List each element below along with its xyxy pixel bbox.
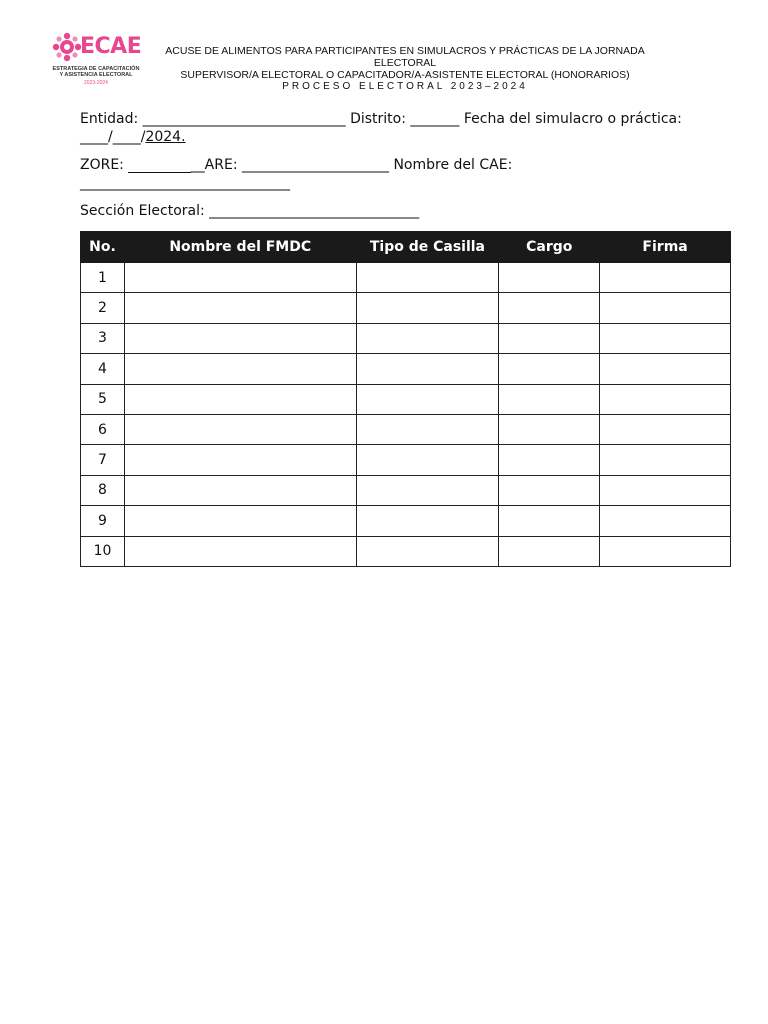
- ecae-logo: [50, 30, 140, 90]
- cargo-cell[interactable]: [499, 263, 600, 293]
- distrito-label: Distrito:: [350, 111, 406, 127]
- cargo-cell[interactable]: [499, 475, 600, 505]
- header-title: ACUSE DE ALIMENTOS PARA PARTICIPANTES EN SIMULACROS Y PRÁCTICAS DE LA JORNADA ELECTORAL: [165, 45, 645, 69]
- firma-cell[interactable]: [600, 323, 731, 353]
- zore-line: [80, 156, 730, 174]
- logo-subtitle-line2: Y ASISTENCIA ELECTORAL: [59, 72, 133, 78]
- zore-tail: __: [190, 157, 205, 173]
- table-row: [81, 323, 731, 353]
- row-number: 7: [81, 445, 125, 475]
- acuse-table: [80, 231, 731, 567]
- firma-cell[interactable]: [600, 414, 731, 444]
- are-blank[interactable]: _____________________: [242, 157, 389, 173]
- row-number: 1: [81, 263, 125, 293]
- tipo-casilla-cell[interactable]: [356, 293, 499, 323]
- row-number: 6: [81, 414, 125, 444]
- cargo-cell[interactable]: [499, 536, 600, 566]
- fecha-year: 2024.: [145, 129, 186, 145]
- fecha-blank[interactable]: ____/____/: [80, 129, 146, 145]
- cargo-cell[interactable]: [499, 384, 600, 414]
- zore-label: ZORE:: [80, 157, 124, 173]
- firma-cell[interactable]: [600, 506, 731, 536]
- fecha-line: [80, 128, 730, 146]
- seccion-blank[interactable]: ______________________________: [209, 203, 420, 219]
- firma-cell[interactable]: [600, 263, 731, 293]
- tipo-casilla-cell[interactable]: [356, 445, 499, 475]
- row-number: 9: [81, 506, 125, 536]
- table-body: [81, 263, 731, 567]
- nombre-cell[interactable]: [124, 384, 356, 414]
- seccion-label: Sección Electoral:: [80, 203, 205, 219]
- table-row: [81, 536, 731, 566]
- logo-subtitle: [52, 66, 140, 78]
- row-number: 4: [81, 354, 125, 384]
- form-fields: [80, 110, 730, 220]
- firma-cell[interactable]: [600, 293, 731, 323]
- table-row: [81, 475, 731, 505]
- row-number: 3: [81, 323, 125, 353]
- nombre-cell[interactable]: [124, 354, 356, 384]
- ecae-emblem-icon: [52, 32, 82, 62]
- cargo-cell[interactable]: [499, 323, 600, 353]
- table-row: [81, 445, 731, 475]
- header-nombre: Nombre del FMDC: [124, 232, 356, 263]
- firma-cell[interactable]: [600, 384, 731, 414]
- cae-blank[interactable]: ______________________________: [80, 175, 290, 191]
- nombre-cell[interactable]: [124, 506, 356, 536]
- tipo-casilla-cell[interactable]: [356, 323, 499, 353]
- row-number: 8: [81, 475, 125, 505]
- row-number: 2: [81, 293, 125, 323]
- header-tipo-casilla: Tipo de Casilla: [356, 232, 499, 263]
- cargo-cell[interactable]: [499, 293, 600, 323]
- table-row: [81, 384, 731, 414]
- table-row: [81, 354, 731, 384]
- tipo-casilla-cell[interactable]: [356, 354, 499, 384]
- header-cargo: Cargo: [499, 232, 600, 263]
- table-row: [81, 506, 731, 536]
- tipo-casilla-cell[interactable]: [356, 475, 499, 505]
- cargo-cell[interactable]: [499, 414, 600, 444]
- row-number: 10: [81, 536, 125, 566]
- nombre-cell[interactable]: [124, 293, 356, 323]
- header-subtitle: SUPERVISOR/A ELECTORAL O CAPACITADOR/A-ASISTENTE ELECTORAL (HONORARIOS): [180, 69, 630, 81]
- cargo-cell[interactable]: [499, 506, 600, 536]
- logo-name: ECAE: [80, 34, 142, 59]
- nombre-cell[interactable]: [124, 445, 356, 475]
- tipo-casilla-cell[interactable]: [356, 536, 499, 566]
- entidad-label: Entidad:: [80, 111, 139, 127]
- table-row: [81, 263, 731, 293]
- tipo-casilla-cell[interactable]: [356, 263, 499, 293]
- header-process: PROCESO ELECTORAL 2023–2024: [282, 81, 528, 92]
- logo-subtitle-line1: ESTRATEGIA DE CAPACITACIÓN: [52, 66, 140, 72]
- firma-cell[interactable]: [600, 354, 731, 384]
- document-header: [140, 45, 670, 93]
- cae-line: [80, 174, 730, 192]
- row-number: 5: [81, 384, 125, 414]
- cargo-cell[interactable]: [499, 445, 600, 475]
- distrito-blank[interactable]: _______: [410, 111, 460, 127]
- cargo-cell[interactable]: [499, 354, 600, 384]
- seccion-line: [80, 202, 730, 220]
- header-firma: Firma: [600, 232, 731, 263]
- firma-cell[interactable]: [600, 475, 731, 505]
- header-no: No.: [81, 232, 125, 263]
- tipo-casilla-cell[interactable]: [356, 414, 499, 444]
- cae-label: Nombre del CAE:: [393, 157, 513, 173]
- are-label: ARE:: [204, 157, 238, 173]
- firma-cell[interactable]: [600, 536, 731, 566]
- table-header-row: [81, 232, 731, 263]
- nombre-cell[interactable]: [124, 475, 356, 505]
- nombre-cell[interactable]: [124, 414, 356, 444]
- zore-blank[interactable]: [128, 158, 190, 173]
- nombre-cell[interactable]: [124, 323, 356, 353]
- logo-years: 2023-2024: [84, 80, 108, 86]
- table-row: [81, 414, 731, 444]
- entidad-blank[interactable]: _____________________________: [142, 111, 346, 127]
- tipo-casilla-cell[interactable]: [356, 506, 499, 536]
- firma-cell[interactable]: [600, 445, 731, 475]
- fecha-label: Fecha del simulacro o práctica:: [463, 111, 682, 127]
- nombre-cell[interactable]: [124, 263, 356, 293]
- table-row: [81, 293, 731, 323]
- nombre-cell[interactable]: [124, 536, 356, 566]
- tipo-casilla-cell[interactable]: [356, 384, 499, 414]
- entidad-line: [80, 110, 730, 128]
